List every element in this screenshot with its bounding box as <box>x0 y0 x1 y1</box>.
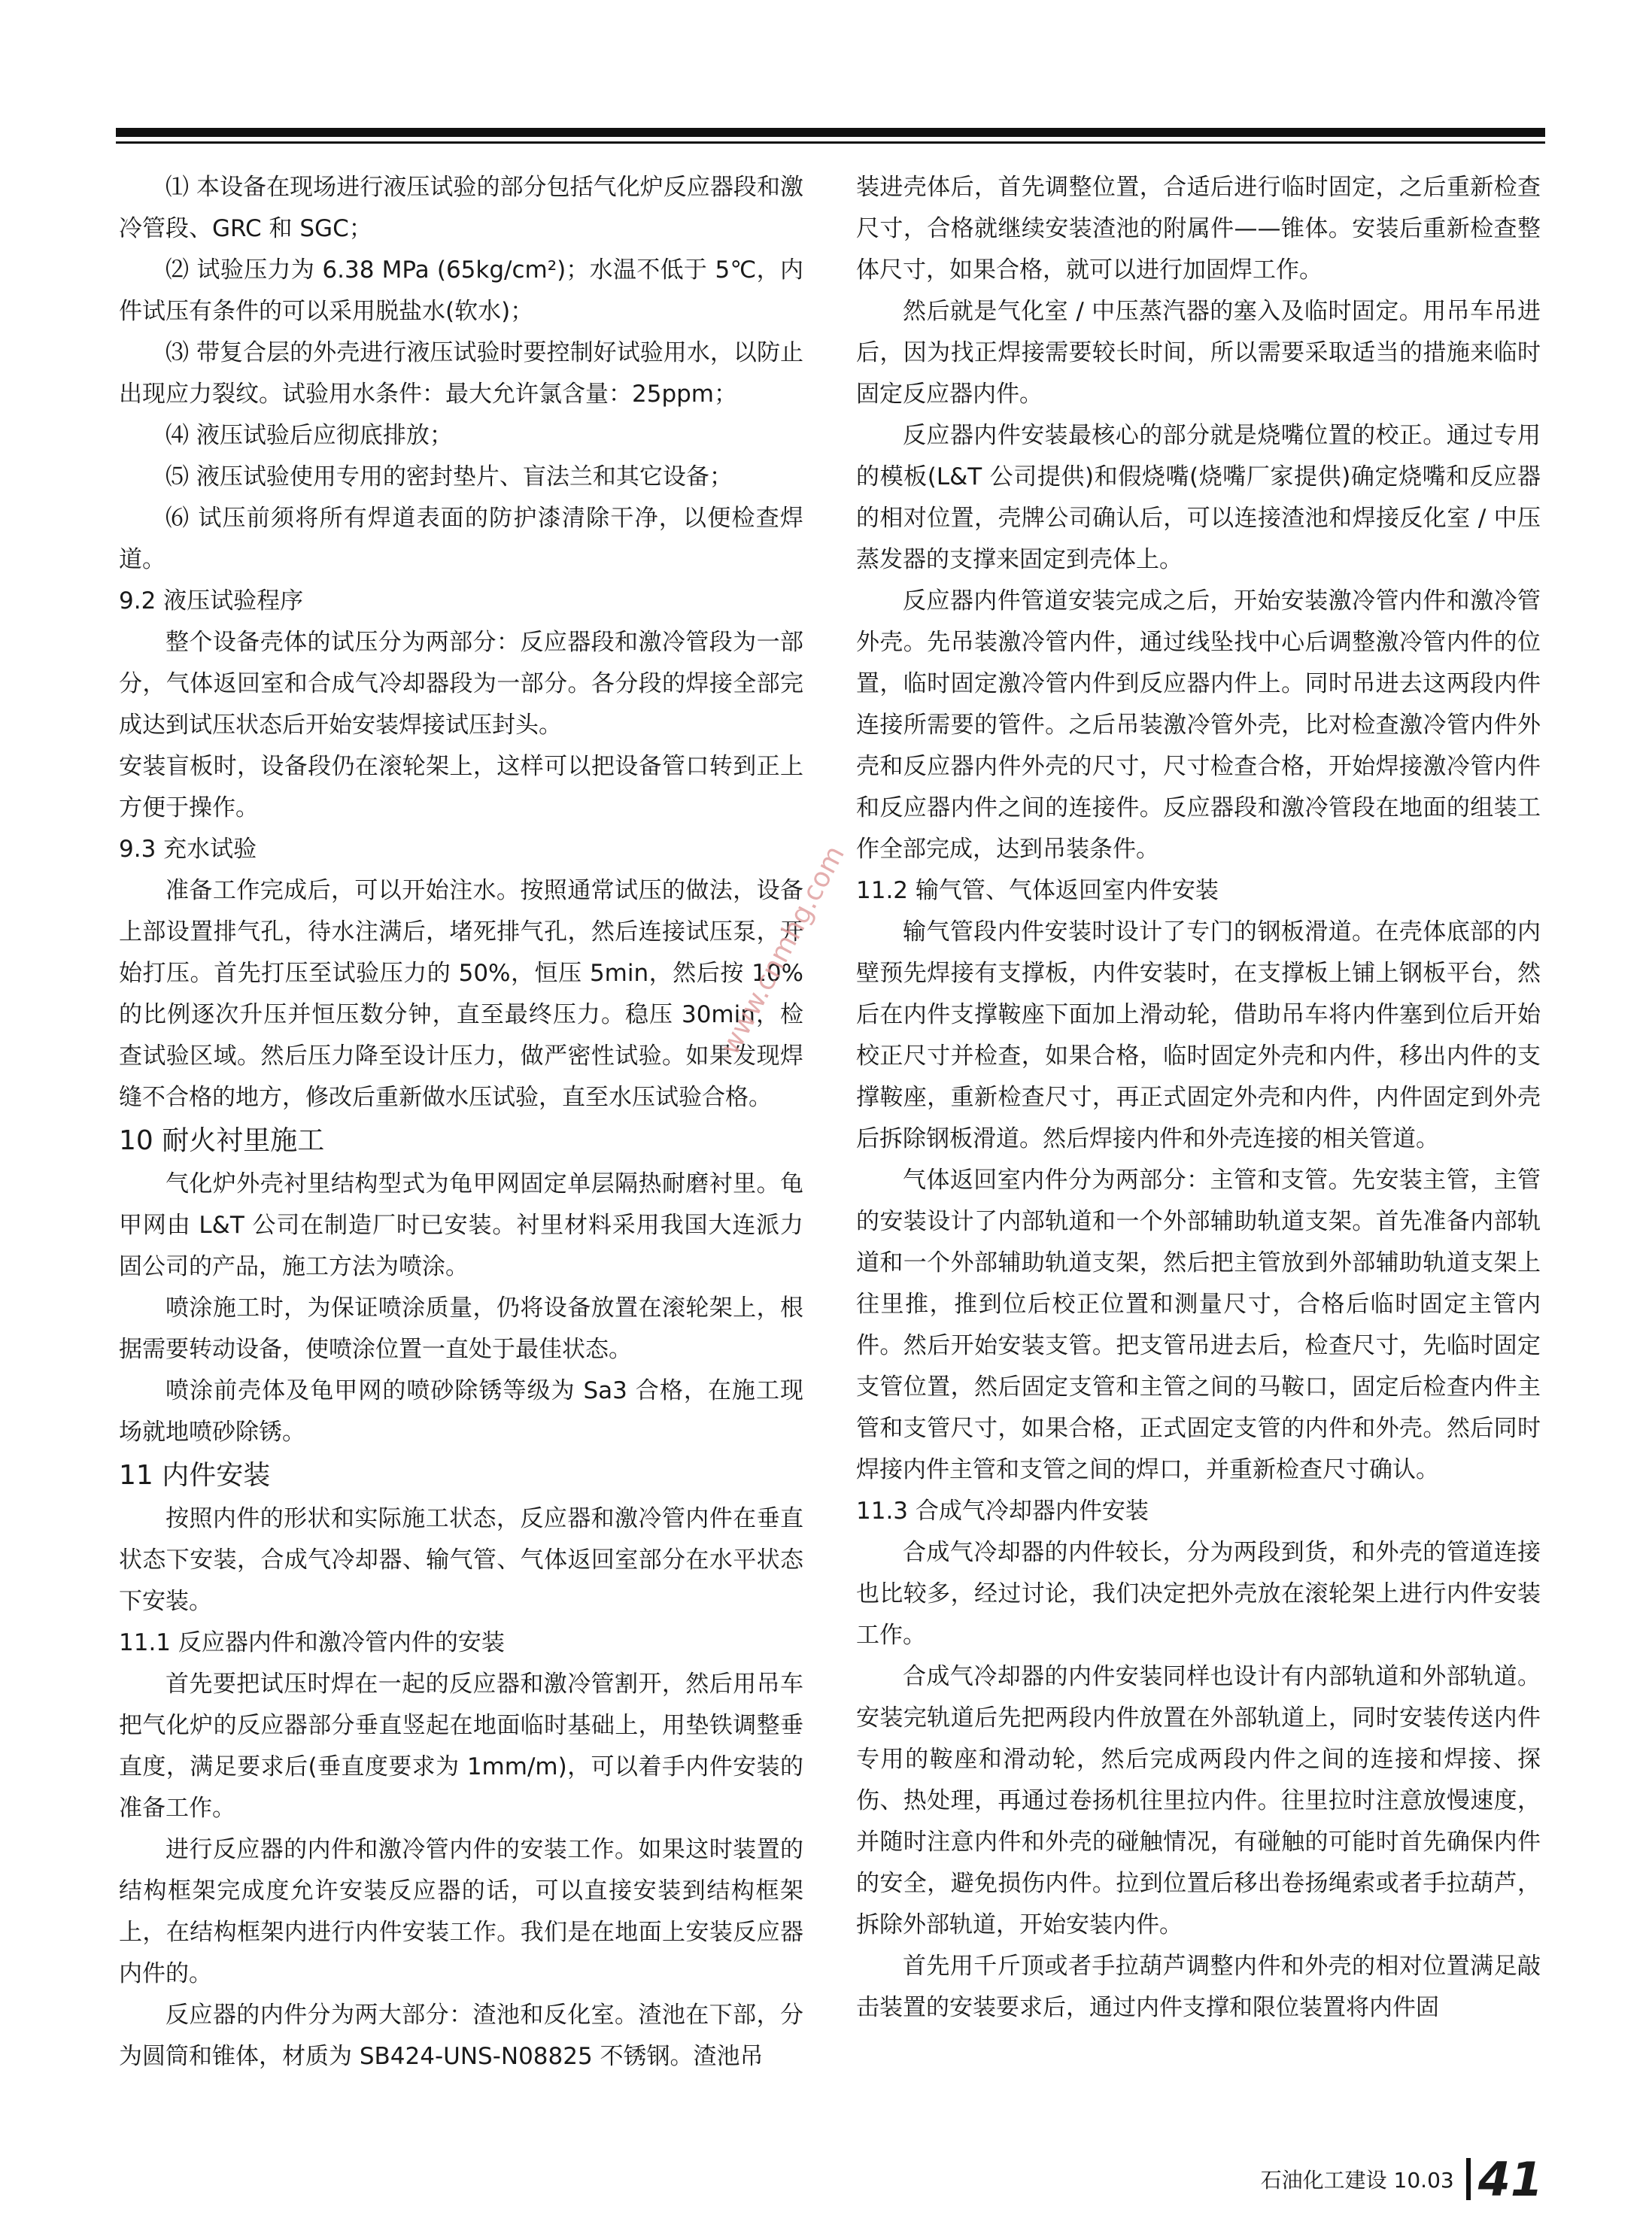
paragraph: 首先要把试压时焊在一起的反应器和激冷管割开，然后用吊车把气化炉的反应器部分垂直竖起在地面临时基础上，用垫铁调整垂直度，满足要求后(垂直度要求为 1mm/m)，可以着手内件安装的准备工作。 <box>119 1671 803 1822</box>
paragraph: 首先用千斤顶或者手拉葫芦调整内件和外壳的相对位置满足敲击装置的安装要求后，通过内件支撑和限位装置将内件固 <box>856 1953 1541 2021</box>
page-number: 41 <box>1477 2151 1543 2207</box>
footer-bar <box>1466 2158 1471 2200</box>
header-rule-thin <box>116 141 1545 144</box>
subsection-heading: 11.1 反应器内件和激冷管内件的安装 <box>119 1629 505 1656</box>
header-rule-thick <box>116 128 1545 137</box>
paragraph: 按照内件的形状和实际施工状态，反应器和激冷管内件在垂直状态下安装，合成气冷却器、输气管、气体返回室部分在水平状态下安装。 <box>119 1505 803 1615</box>
paragraph: 喷涂施工时，为保证喷涂质量，仍将设备放置在滚轮架上，根据需要转动设备，使喷涂位置一直处于最佳状态。 <box>119 1295 803 1363</box>
paragraph: 准备工作完成后，可以开始注水。按照通常试压的做法，设备上部设置排气孔，待水注满后，堵死排气孔，然后连接试压泵，开始打压。首先打压至试验压力的 50%，恒压 5min，然后按 10%的比例逐次升压并恒压数分钟，直至最终压力。稳压 30min，检查试验区域。然后压力降至设计压力，做严密性试验。如果发现焊缝不合格的地方，修改后重新做水压试验，直至水压试验合格。 <box>119 877 803 1111</box>
subsection-heading: 11.2 输气管、气体返回室内件安装 <box>856 877 1219 904</box>
paragraph: 装进壳体后，首先调整位置，合适后进行临时固定，之后重新检查尺寸，合格就继续安装渣池的附属件——锥体。安装后重新检查整体尺寸，如果合格，就可以进行加固焊工作。 <box>856 174 1541 284</box>
subsection-heading: 9.2 液压试验程序 <box>119 587 304 615</box>
paragraph: 反应器内件管道安装完成之后，开始安装激冷管内件和激冷管外壳。先吊装激冷管内件，通过线坠找中心后调整激冷管内件的位置，临时固定激冷管内件到反应器内件上。同时吊进去这两段内件连接所需要的管件。之后吊装激冷管外壳，比对检查激冷管内件外壳和反应器内件外壳的尺寸，尺寸检查合格，开始焊接激冷管内件和反应器内件之间的连接件。反应器段和激冷管段在地面的组装工作全部完成，达到吊装条件。 <box>856 587 1541 863</box>
subsection-heading: 11.3 合成气冷却器内件安装 <box>856 1498 1149 1525</box>
paragraph: 气化炉外壳衬里结构型式为龟甲网固定单层隔热耐磨衬里。龟甲网由 L&T 公司在制造厂时已安装。衬里材料采用我国大连派力固公司的产品，施工方法为喷涂。 <box>119 1170 803 1280</box>
paragraph: 整个设备壳体的试压分为两部分：反应器段和激冷管段为一部分，气体返回室和合成气冷却器段为一部分。各分段的焊接全部完成达到试压状态后开始安装焊接试压封头。 <box>119 629 803 739</box>
subsection-heading: 9.3 充水试验 <box>119 836 257 863</box>
paragraph: 气体返回室内件分为两部分：主管和支管。先安装主管，主管的安装设计了内部轨道和一个外部辅助轨道支架。首先准备内部轨道和一个外部辅助轨道支架，然后把主管放到外部辅助轨道支架上往里推，推到位后校正位置和测量尺寸，合格后临时固定主管内件。然后开始安装支管。把支管吊进去后，检查尺寸，先临时固定支管位置，然后固定支管和主管之间的马鞍口，固定后检查内件主管和支管尺寸，如果合格，正式固定支管的内件和外壳。然后同时焊接内件主管和支管之间的焊口，并重新检查尺寸确认。 <box>856 1167 1541 1483</box>
page-footer <box>1261 2153 1543 2205</box>
paragraph: ⑴ 本设备在现场进行液压试验的部分包括气化炉反应器段和激冷管段、GRC 和 SGC； <box>119 174 803 242</box>
left-column <box>119 167 803 2078</box>
paragraph: ⑶ 带复合层的外壳进行液压试验时要控制好试验用水，以防止出现应力裂纹。试验用水条件：最大允许氯含量：25ppm； <box>119 339 803 408</box>
right-column <box>856 167 1541 2029</box>
paragraph: 安装盲板时，设备段仍在滚轮架上，这样可以把设备管口转到正上方便于操作。 <box>119 753 803 821</box>
watermark: www.cnmhg.com <box>715 840 851 1061</box>
paragraph: 然后就是气化室 / 中压蒸汽器的塞入及临时固定。用吊车吊进后，因为找正焊接需要较长时间，所以需要采取适当的措施来临时固定反应器内件。 <box>856 298 1541 408</box>
section-heading: 11 内件安装 <box>119 1460 271 1491</box>
paragraph: 合成气冷却器的内件较长，分为两段到货，和外壳的管道连接也比较多，经过讨论，我们决定把外壳放在滚轮架上进行内件安装工作。 <box>856 1539 1541 1649</box>
paragraph: ⑷ 液压试验后应彻底排放； <box>166 422 453 449</box>
journal-name: 石油化工建设 10.03 <box>1260 2168 1454 2193</box>
paragraph: 进行反应器的内件和激冷管内件的安装工作。如果这时装置的结构框架完成度允许安装反应器的话，可以直接安装到结构框架上，在结构框架内进行内件安装工作。我们是在地面上安装反应器内件的。 <box>119 1836 803 1987</box>
paragraph: ⑸ 液压试验使用专用的密封垫片、盲法兰和其它设备； <box>166 463 733 490</box>
paragraph: 合成气冷却器的内件安装同样也设计有内部轨道和外部轨道。安装完轨道后先把两段内件放置在外部轨道上，同时安装传送内件专用的鞍座和滑动轮，然后完成两段内件之间的连接和焊接、探伤、热处理，再通过卷扬机往里拉内件。往里拉时注意放慢速度，并随时注意内件和外壳的碰触情况，有碰触的可能时首先确保内件的安全，避免损伤内件。拉到位置后移出卷扬绳索或者手拉葫芦，拆除外部轨道，开始安装内件。 <box>856 1663 1541 1938</box>
paragraph: ⑹ 试压前须将所有焊道表面的防护漆清除干净，以便检查焊道。 <box>119 505 803 573</box>
paragraph: ⑵ 试验压力为 6.38 MPa (65kg/cm²)；水温不低于 5℃，内件试压有条件的可以采用脱盐水(软水)； <box>119 256 803 325</box>
section-heading: 10 耐火衬里施工 <box>119 1125 325 1156</box>
paragraph: 反应器内件安装最核心的部分就是烧嘴位置的校正。通过专用的模板(L&T 公司提供)和假烧嘴(烧嘴厂家提供)确定烧嘴和反应器的相对位置，壳牌公司确认后，可以连接渣池和焊接反化室 / 中压蒸发器的支撑来固定到壳体上。 <box>856 422 1541 573</box>
paragraph: 输气管段内件安装时设计了专门的钢板滑道。在壳体底部的内壁预先焊接有支撑板，内件安装时，在支撑板上铺上钢板平台，然后在内件支撑鞍座下面加上滑动轮，借助吊车将内件塞到位后开始校正尺寸并检查，如果合格，临时固定外壳和内件，移出内件的支撑鞍座，重新检查尺寸，再正式固定外壳和内件，内件固定到外壳后拆除钢板滑道。然后焊接内件和外壳连接的相关管道。 <box>856 918 1541 1152</box>
paragraph: 喷涂前壳体及龟甲网的喷砂除锈等级为 Sa3 合格，在施工现场就地喷砂除锈。 <box>119 1377 803 1446</box>
paragraph: 反应器的内件分为两大部分：渣池和反化室。渣池在下部，分为圆筒和锥体，材质为 SB424-UNS-N08825 不锈钢。渣池吊 <box>119 2002 803 2070</box>
